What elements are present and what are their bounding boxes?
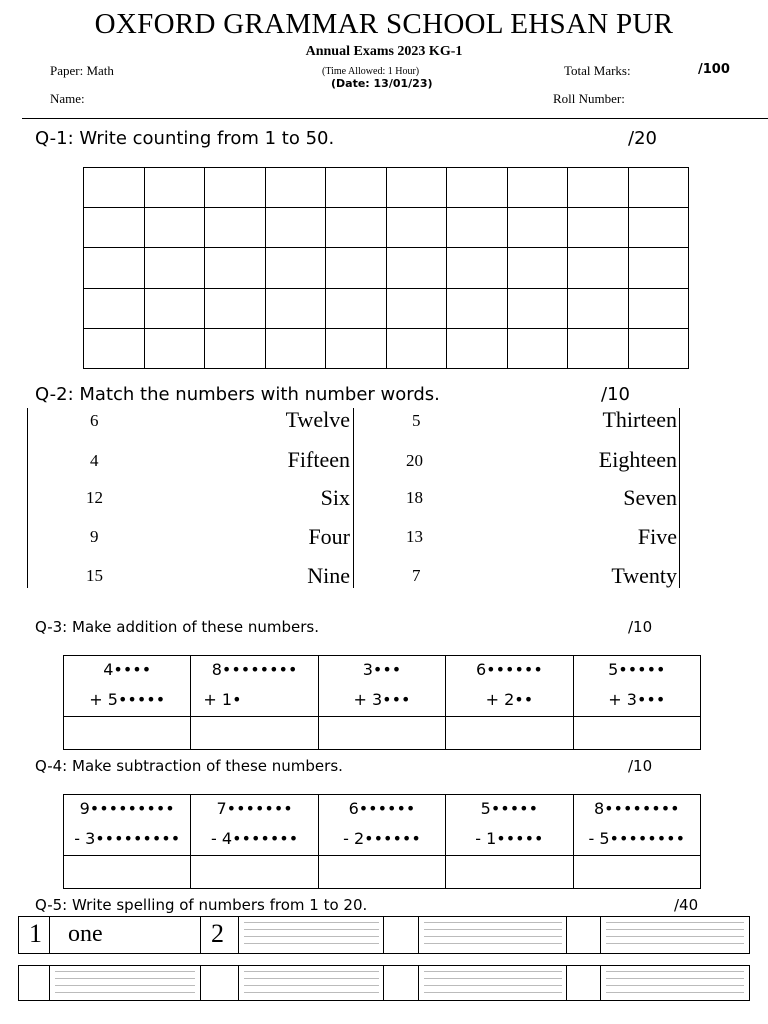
grid-cell[interactable] (84, 328, 145, 368)
grid-cell[interactable] (447, 328, 508, 368)
addition-problem (573, 656, 700, 717)
column-divider (238, 966, 239, 1000)
q5-marks: /40 (674, 896, 699, 914)
match-number: 7 (412, 566, 421, 585)
writing-lines[interactable] (244, 971, 379, 999)
answer-cell[interactable] (573, 856, 700, 889)
grid-cell[interactable] (326, 328, 387, 368)
spelling-row (18, 916, 750, 954)
grid-cell[interactable] (205, 328, 266, 368)
column-divider (200, 966, 201, 1000)
grid-cell[interactable] (386, 208, 447, 248)
match-number: 13 (406, 527, 423, 546)
grid-cell[interactable] (507, 328, 568, 368)
match-word: Twelve (285, 407, 350, 432)
subtrahend: - 3••••••••• (74, 829, 181, 848)
addend-bottom: + 2•• (485, 690, 534, 709)
match-word: Nine (307, 563, 350, 588)
q3-addition-table (63, 655, 701, 750)
grid-row (84, 288, 689, 328)
grid-cell[interactable] (265, 208, 326, 248)
exam-title: Annual Exams 2023 KG-1 (305, 44, 463, 59)
minuend: 7••••••• (216, 799, 293, 818)
match-number: 15 (86, 566, 103, 585)
match-word: Five (637, 524, 677, 549)
grid-cell[interactable] (144, 168, 205, 208)
addend-bottom: + 3••• (353, 690, 411, 709)
column-divider (383, 966, 384, 1000)
subtrahend: - 5•••••••• (588, 829, 686, 848)
match-divider-middle (353, 408, 354, 588)
spelling-number: 2 (211, 919, 224, 948)
subtraction-problem (191, 795, 318, 856)
grid-cell[interactable] (507, 168, 568, 208)
addend-top: 5••••• (608, 660, 666, 679)
grid-cell[interactable] (568, 248, 629, 288)
writing-lines[interactable] (606, 971, 744, 999)
answer-cell[interactable] (64, 717, 191, 750)
spelling-word[interactable]: one (68, 921, 103, 947)
match-border-right (679, 408, 680, 588)
q4-subtraction-table (63, 794, 701, 889)
column-divider (200, 917, 201, 953)
grid-cell[interactable] (568, 328, 629, 368)
grid-cell[interactable] (326, 208, 387, 248)
match-number: 6 (90, 411, 99, 430)
grid-cell[interactable] (265, 168, 326, 208)
column-divider (49, 966, 50, 1000)
addend-top: 4•••• (103, 660, 152, 679)
grid-cell[interactable] (144, 208, 205, 248)
writing-lines[interactable] (424, 922, 562, 950)
grid-cell[interactable] (144, 248, 205, 288)
subtrahend: - 2•••••• (343, 829, 421, 848)
q3-marks: /10 (628, 618, 653, 636)
match-word: Fifteen (287, 447, 350, 472)
grid-cell[interactable] (568, 208, 629, 248)
match-border-left (27, 408, 28, 588)
q5-title: Q-5: Write spelling of numbers from 1 to 20. (35, 896, 368, 914)
addend-top: 8•••••••• (211, 660, 298, 679)
column-divider (600, 917, 601, 953)
grid-cell[interactable] (628, 288, 689, 328)
answer-cell[interactable] (446, 856, 573, 889)
match-number: 12 (86, 488, 103, 507)
grid-cell[interactable] (265, 328, 326, 368)
grid-cell[interactable] (326, 168, 387, 208)
grid-row (84, 168, 689, 208)
answer-cell[interactable] (573, 717, 700, 750)
column-divider (566, 917, 567, 953)
exam-date: (Date: 13/01/23) (331, 77, 433, 90)
grid-cell[interactable] (326, 248, 387, 288)
subtrahend: - 1••••• (475, 829, 544, 848)
subtraction-problem (446, 795, 573, 856)
grid-cell[interactable] (144, 288, 205, 328)
grid-cell[interactable] (507, 248, 568, 288)
grid-cell[interactable] (447, 208, 508, 248)
grid-cell[interactable] (628, 208, 689, 248)
grid-cell[interactable] (447, 288, 508, 328)
addend-bottom: + 5••••• (89, 690, 166, 709)
total-marks-value: /100 (698, 62, 730, 77)
grid-cell[interactable] (628, 248, 689, 288)
match-word: Four (308, 524, 350, 549)
addend-top: 3••• (362, 660, 402, 679)
grid-cell[interactable] (326, 288, 387, 328)
spelling-row (18, 965, 750, 1001)
q4-marks: /10 (628, 757, 653, 775)
match-word: Six (320, 485, 350, 510)
match-number: 20 (406, 451, 423, 470)
addend-top: 6•••••• (475, 660, 543, 679)
subtraction-problem (573, 795, 700, 856)
addition-problem (191, 656, 318, 717)
roll-number-label: Roll Number: (553, 91, 625, 106)
grid-cell[interactable] (84, 288, 145, 328)
grid-cell[interactable] (628, 328, 689, 368)
grid-cell[interactable] (386, 168, 447, 208)
grid-cell[interactable] (144, 328, 205, 368)
paper-label: Paper: Math (50, 63, 114, 78)
answer-cell[interactable] (318, 856, 445, 889)
grid-cell[interactable] (84, 248, 145, 288)
addition-problem (318, 656, 445, 717)
grid-cell[interactable] (507, 208, 568, 248)
grid-cell[interactable] (568, 168, 629, 208)
answer-cell[interactable] (318, 717, 445, 750)
answer-cell[interactable] (446, 717, 573, 750)
addend-bottom: + 3••• (608, 690, 666, 709)
grid-cell[interactable] (205, 288, 266, 328)
column-divider (418, 966, 419, 1000)
grid-cell[interactable] (84, 168, 145, 208)
column-divider (418, 917, 419, 953)
grid-row (84, 328, 689, 368)
subtrahend: - 4••••••• (211, 829, 299, 848)
column-divider (600, 966, 601, 1000)
grid-cell[interactable] (386, 288, 447, 328)
addition-problem (446, 656, 573, 717)
match-number: 4 (90, 451, 99, 470)
grid-cell[interactable] (507, 288, 568, 328)
q1-marks: /20 (628, 128, 657, 149)
minuend: 6•••••• (348, 799, 416, 818)
grid-cell[interactable] (205, 248, 266, 288)
column-divider (238, 917, 239, 953)
match-word: Seven (623, 485, 677, 510)
writing-lines[interactable] (606, 922, 744, 950)
writing-lines[interactable] (424, 971, 562, 999)
grid-cell[interactable] (84, 208, 145, 248)
q1-counting-grid (83, 167, 689, 369)
match-number: 18 (406, 488, 423, 507)
header-divider (22, 118, 768, 119)
grid-cell[interactable] (265, 248, 326, 288)
match-number: 9 (90, 527, 99, 546)
answer-cell[interactable] (191, 856, 318, 889)
match-word: Thirteen (602, 407, 677, 432)
addend-bottom: + 1• (203, 690, 242, 709)
q1-title: Q-1: Write counting from 1 to 50. (35, 128, 335, 149)
grid-cell[interactable] (386, 328, 447, 368)
grid-row (84, 248, 689, 288)
grid-cell[interactable] (205, 208, 266, 248)
q2-title: Q-2: Match the numbers with number words. (35, 384, 440, 405)
answer-cell[interactable] (191, 717, 318, 750)
school-name: OXFORD GRAMMAR SCHOOL EHSAN PUR (94, 8, 674, 40)
q2-marks: /10 (601, 384, 630, 405)
grid-cell[interactable] (568, 288, 629, 328)
subtraction-problem (64, 795, 191, 856)
grid-cell[interactable] (205, 168, 266, 208)
q3-title: Q-3: Make addition of these numbers. (35, 618, 319, 636)
grid-cell[interactable] (447, 168, 508, 208)
name-label: Name: (50, 91, 85, 106)
grid-cell[interactable] (628, 168, 689, 208)
subtraction-problem (318, 795, 445, 856)
minuend: 5••••• (480, 799, 539, 818)
addition-problem (64, 656, 191, 717)
q4-title: Q-4: Make subtraction of these numbers. (35, 757, 343, 775)
grid-cell[interactable] (265, 288, 326, 328)
writing-lines[interactable] (244, 922, 379, 950)
column-divider (49, 917, 50, 953)
grid-row (84, 208, 689, 248)
grid-cell[interactable] (386, 248, 447, 288)
grid-cell[interactable] (447, 248, 508, 288)
minuend: 9••••••••• (79, 799, 175, 818)
column-divider (566, 966, 567, 1000)
total-marks-label: Total Marks: (564, 63, 631, 78)
writing-lines[interactable] (55, 971, 195, 999)
match-word: Eighteen (598, 447, 677, 472)
spelling-number: 1 (29, 919, 42, 948)
column-divider (383, 917, 384, 953)
match-number: 5 (412, 411, 421, 430)
match-word: Twenty (611, 563, 677, 588)
minuend: 8•••••••• (593, 799, 680, 818)
answer-cell[interactable] (64, 856, 191, 889)
time-allowed: (Time Allowed: 1 Hour) (322, 66, 420, 77)
